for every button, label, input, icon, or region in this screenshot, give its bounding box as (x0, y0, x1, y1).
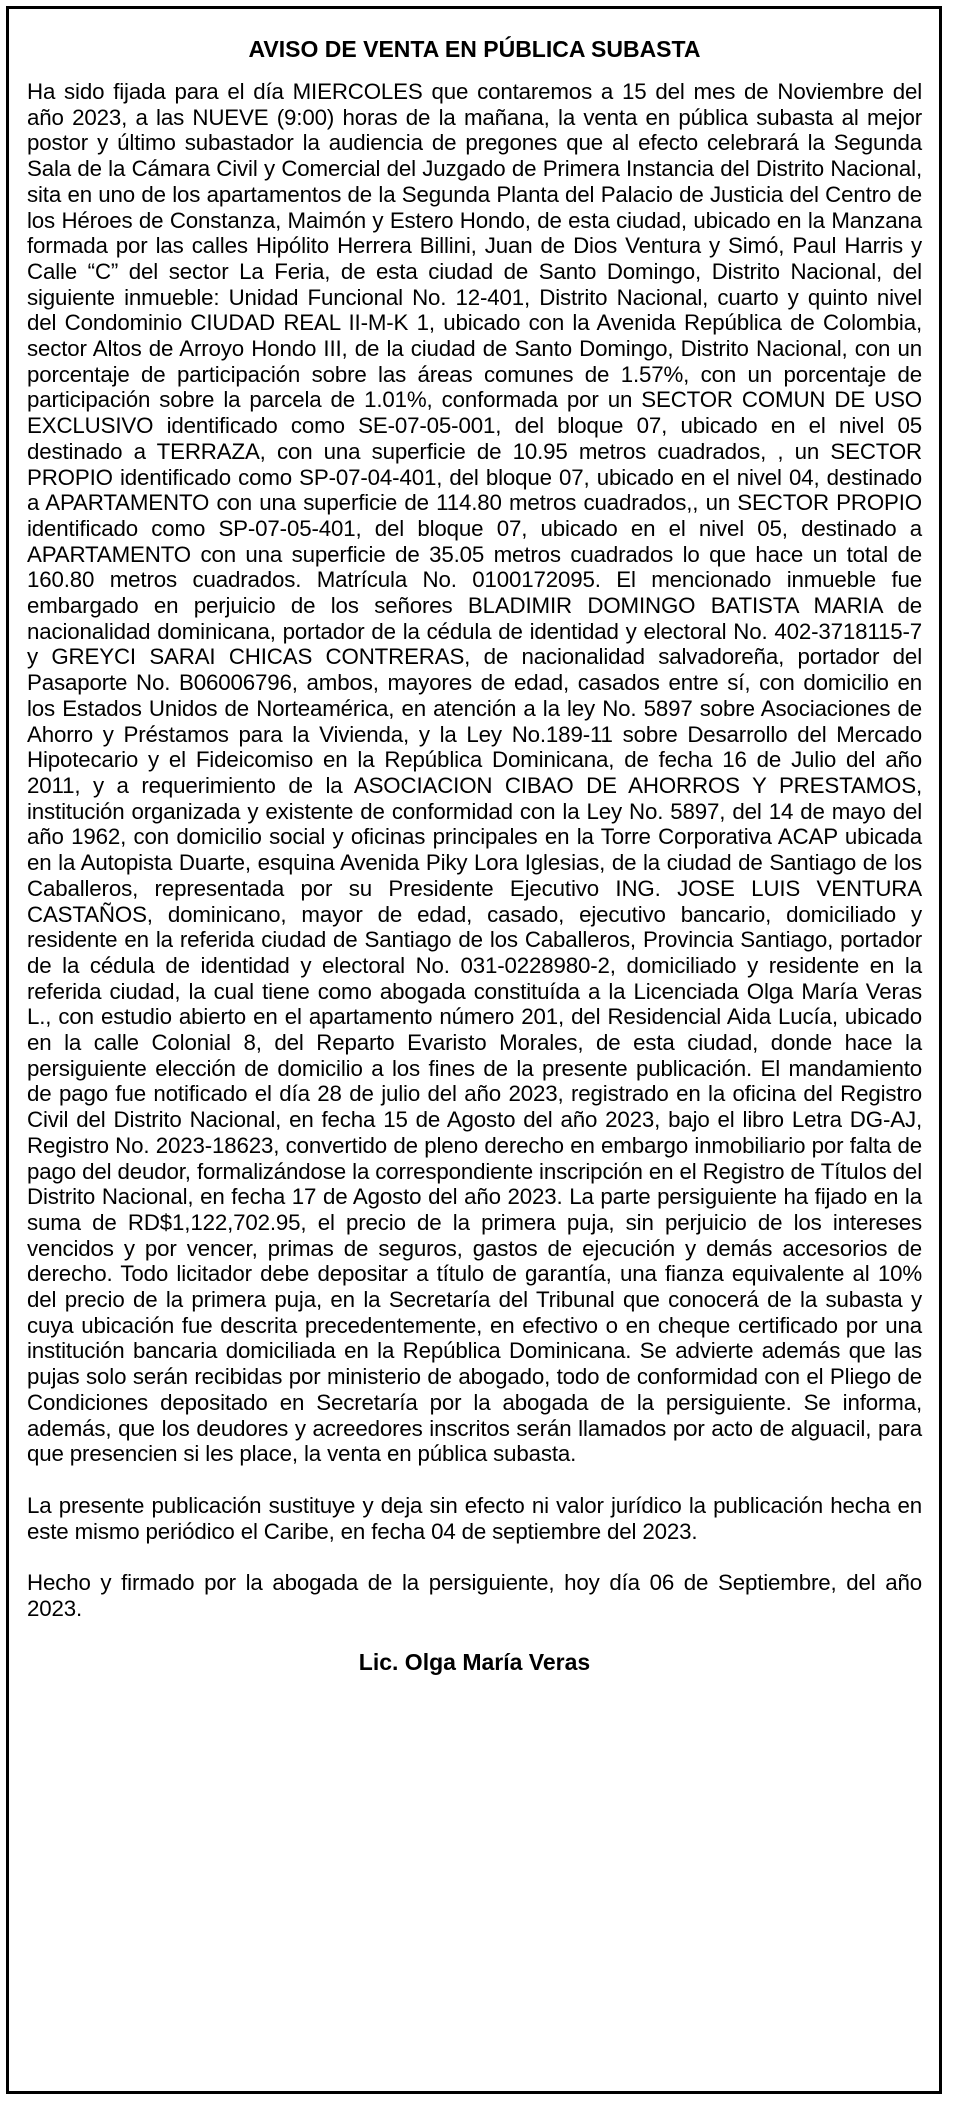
signature-name: Lic. Olga María Veras (358, 1648, 591, 1675)
notice-signing-paragraph: Hecho y firmado por la abogada de la persiguiente, hoy día 06 de Septiembre, del año 2023. (27, 1570, 922, 1622)
notice-replacement-paragraph: La presente publicación sustituye y deja sin efecto ni valor jurídico la publicación hecha en este mismo periódico el Caribe, en fecha 04 de septiembre del 2023. (27, 1492, 922, 1544)
auction-notice (6, 6, 942, 2094)
notice-title: AVISO DE VENTA EN PÚBLICA SUBASTA (248, 36, 701, 62)
notice-body-paragraph: Ha sido fijada para el día MIERCOLES que contaremos a 15 del mes de Noviembre del año 2023, a las NUEVE (9:00) horas de la mañana, la venta en pública subasta al mejor postor y último subastador la audiencia de pregones que al efecto celebrará la Segunda Sala de la Cámara Civil y Comercial del Juzgado de Primera Instancia del Distrito Nacional, sita en uno de los apartamentos de la Segunda Planta del Palacio de Justicia del Centro de los Héroes de Constanza, Maimón y Estero Hondo, de esta ciudad, ubicado en la Manzana formada por las calles Hipólito Herrera Billini, Juan de Dios Ventura y Simó, Paul Harris y Calle “C” del sector La Feria, de esta ciudad de Santo Domingo, Distrito Nacional, del siguiente inmueble: Unidad Funcional No. 12-401, Distrito Nacional, cuarto y quinto nivel del Condominio CIUDAD REAL II-M-K 1, ubicado con la Avenida República de Colombia, sector Altos de Arroyo Hondo III, de la ciudad de Santo Domingo, Distrito Nacional, con un porcentaje de participación sobre las áreas comunes de 1.57%, con un porcentaje de participación sobre la parcela de 1.01%, conformada por un SECTOR COMUN DE USO EXCLUSIVO identificado como SE-07-05-001, del bloque 07, ubicado en el nivel 05 destinado a TERRAZA, con una superficie de 10.95 metros cuadrados, , un SECTOR PROPIO identificado como SP-07-04-401, del bloque 07, ubicado en el nivel 04, destinado a APARTAMENTO con una superficie de 114.80 metros cuadrados,, un SECTOR PROPIO identificado como SP-07-05-401, del bloque 07, ubicado en el nivel 05, destinado a APARTAMENTO con una superficie de 35.05 metros cuadrados lo que hace un total de 160.80 metros cuadrados. Matrícula No. 0100172095. El mencionado inmueble fue embargado en perjuicio de los señores BLADIMIR DOMINGO BATISTA MARIA de nacionalidad dominicana, portador de la cédula de identidad y electoral No. 402-3718115-7 y GREYCI SARAI CHICAS CONTRERAS, de nacionalidad salvadoreña, portador del Pasaporte No. B06006796, ambos, mayores de edad, casados entre sí, con domicilio en los Estados Unidos de Norteamérica, en atención a la ley No. 5897 sobre Asociaciones de Ahorro y Préstamos para la Vivienda, y la Ley No.189-11 sobre Desarrollo del Mercado Hipotecario y el Fideicomiso en la República Dominicana, de fecha 16 de Julio del año 2011, y a requerimiento de la ASOCIACION CIBAO DE AHORROS Y PRESTAMOS, institución organizada y existente de conformidad con la Ley No. 5897, del 14 de mayo del año 1962, con domicilio social y oficinas principales en la Torre Corporativa ACAP ubicada en la Autopista Duarte, esquina Avenida Piky Lora Iglesias, de la ciudad de Santiago de los Caballeros, representada por su Presidente Ejecutivo ING. JOSE LUIS VENTURA CASTAÑOS, dominicano, mayor de edad, casado, ejecutivo bancario, domiciliado y residente en la referida ciudad de Santiago de los Caballeros, Provincia Santiago, portador de la cédula de identidad y electoral No. 031-0228980-2, domiciliado y residente en la referida ciudad, la cual tiene como abogada constituída a la Licenciada Olga María Veras L., con estudio abierto en el apartamento número 201, del Residencial Aida Lucía, ubicado en la calle Colonial 8, del Reparto Evaristo Morales, de esta ciudad, donde hace la persiguiente elección de domicilio a los fines de la presente publicación. El mandamiento de pago fue notificado el día 28 de julio del año 2023, registrado en la oficina del Registro Civil del Distrito Nacional, en fecha 15 de Agosto del año 2023, bajo el libro Letra DG-AJ, Registro No. 2023-18623, convertido de pleno derecho en embargo inmobiliario por falta de pago del deudor, formalizándose la correspondiente inscripción en el Registro de Títulos del Distrito Nacional, en fecha 17 de Agosto del año 2023. La parte persiguiente ha fijado en la suma de RD$1,122,702.95, el precio de la primera puja, sin perjuicio de los intereses vencidos y por vencer, primas de seguros, gastos de ejecución y demás accesorios de derecho. Todo licitador debe depositar a título de garantía, una fianza equivalente al 10% del precio de la primera puja, en la Secretaría del Tribunal que conocerá de la subasta y cuya ubicación fue descrita precedentemente, en efectivo o en cheque certificado por una institución bancaria domiciliada en la República Dominicana. Se advierte además que las pujas solo serán recibidas por ministerio de abogado, todo de conformidad con el Pliego de Condiciones depositado en Secretaría por la abogada de la persiguiente. Se informa, además, que los deudores y acreedores inscritos serán llamados por acto de alguacil, para que presencien si les place, la venta en pública subasta. (27, 79, 922, 1467)
